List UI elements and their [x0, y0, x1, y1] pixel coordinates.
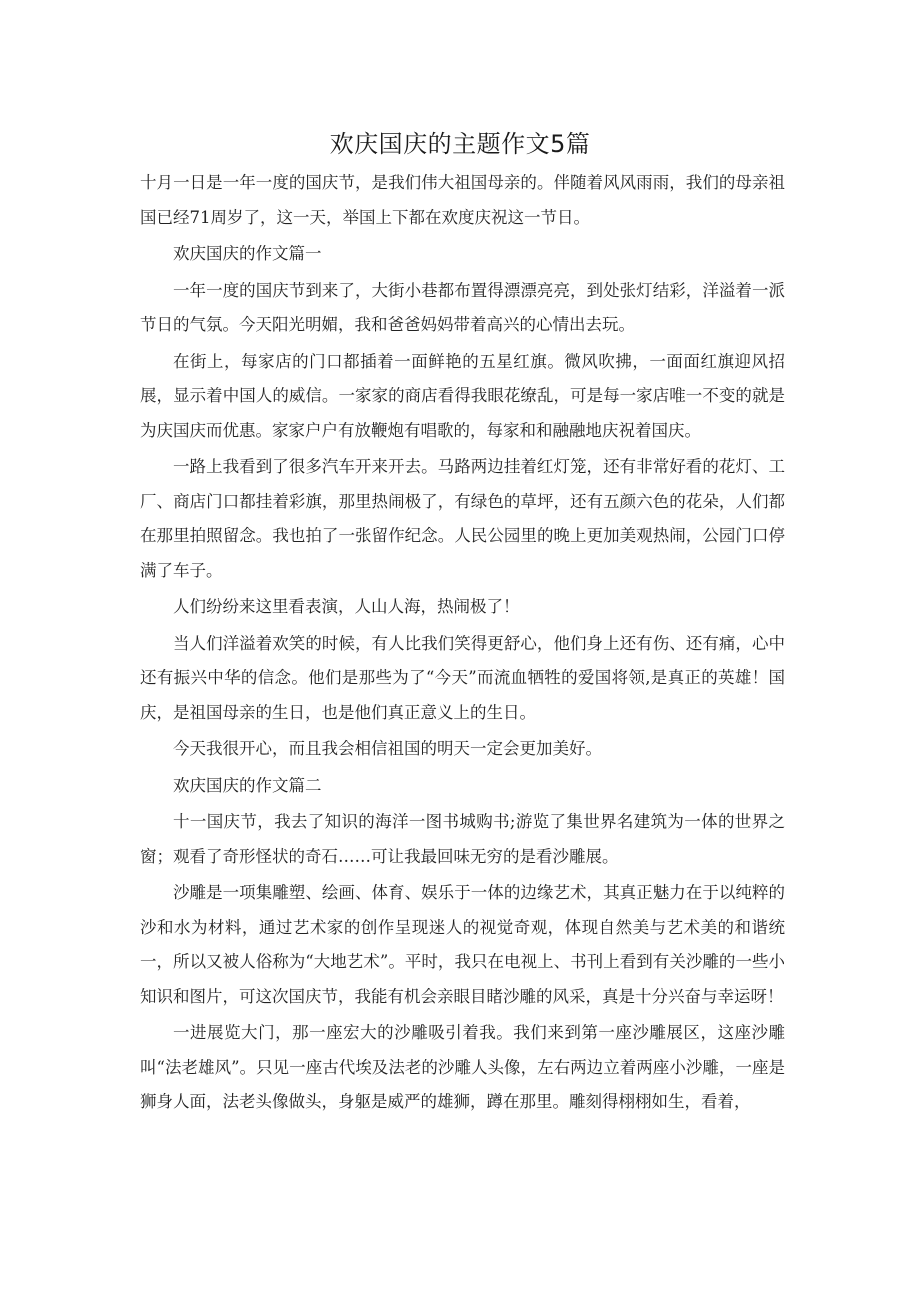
intro-paragraph: 十月一日是一年一度的国庆节，是我们伟大祖国母亲的。伴随着风风雨雨，我们的母亲祖国已经71周岁了，这一天，举国上下都在欢度庆祝这一节日。 [140, 173, 785, 227]
document-body [140, 166, 785, 1122]
paragraph: 一年一度的国庆节到来了，大街小巷都布置得漂漂亮亮，到处张灯结彩，洋溢着一派节日的气氛。今天阳光明媚，我和爸爸妈妈带着高兴的心情出去玩。 [140, 280, 785, 334]
paragraph: 今天我很开心，而且我会相信祖国的明天一定会更加美好。 [173, 739, 602, 758]
paragraph: 人们纷纷来这里看表演，人山人海，热闹极了！ [173, 597, 520, 616]
paragraph: 当人们洋溢着欢笑的时候，有人比我们笑得更舒心，他们身上还有伤、还有痛，心中还有振兴中华的信念。他们是那些为了“今天”而流血牺牲的爱国将领,是真正的英雄！国庆，是祖国母亲的生日，也是他们真正意义上的生日。 [140, 633, 785, 722]
paragraph: 十一国庆节，我去了知识的海洋一图书城购书;游览了集世界名建筑为一体的世界之窗；观看了奇形怪状的奇石……可让我最回味无穷的是看沙雕展。 [140, 812, 785, 866]
paragraph: 沙雕是一项集雕塑、绘画、体育、娱乐于一体的边缘艺术，其真正魅力在于以纯粹的沙和水为材料，通过艺术家的创作呈现迷人的视觉奇观，体现自然美与艺术美的和谐统一，所以又被人俗称为“大地艺术”。平时，我只在电视上、书刊上看到有关沙雕的一些小知识和图片，可这次国庆节，我能有机会亲眼目睹沙雕的风采，真是十分兴奋与幸运呀！ [140, 883, 785, 1006]
paragraph: 一进展览大门，那一座宏大的沙雕吸引着我。我们来到第一座沙雕展区，这座沙雕叫“法老雄风”。只见一座古代埃及法老的沙雕人头像，左右两边立着两座小沙雕，一座是狮身人面，法老头像做头，身躯是威严的雄狮，蹲在那里。雕刻得栩栩如生，看着， [140, 1023, 785, 1111]
paragraph: 在街上，每家店的门口都插着一面鲜艳的五星红旗。微风吹拂，一面面红旗迎风招展，显示着中国人的威信。一家家的商店看得我眼花缭乱，可是每一家店唯一不变的就是为庆国庆而优惠。家家户户有放鞭炮有唱歌的，每家和和融融地庆祝着国庆。 [140, 351, 785, 440]
paragraph: 一路上我看到了很多汽车开来开去。马路两边挂着红灯笼，还有非常好看的花灯、工厂、商店门口都挂着彩旗，那里热闹极了，有绿色的草坪，还有五颜六色的花朵，人们都在那里拍照留念。我也拍了一张留作纪念。人民公园里的晚上更加美观热闹，公园门口停满了车子。 [140, 457, 785, 580]
section-heading-2: 欢庆国庆的作文篇二 [173, 775, 322, 795]
document-title: 欢庆国庆的主题作文5篇 [329, 130, 591, 158]
section-heading-1: 欢庆国庆的作文篇一 [173, 244, 322, 263]
